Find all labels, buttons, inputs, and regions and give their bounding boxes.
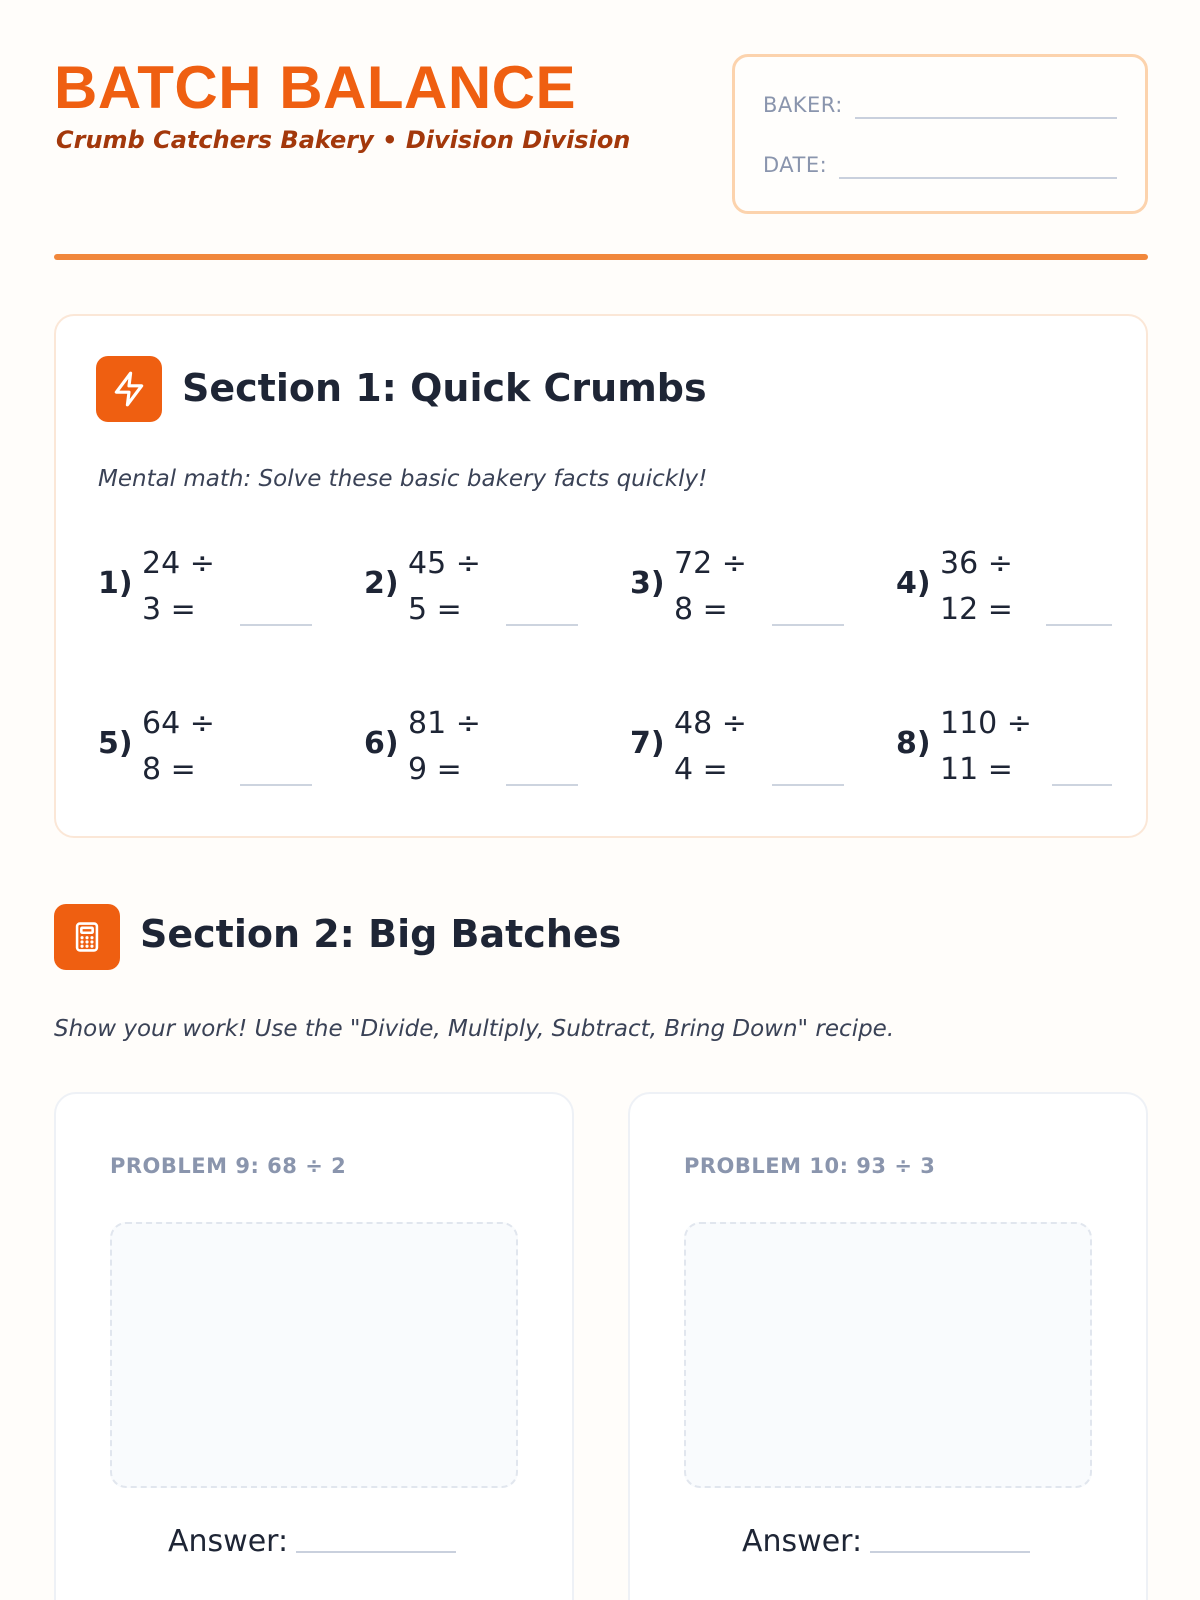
quick-problem-8 [896,706,1120,806]
answer-blank[interactable] [772,784,844,786]
worksheet-header [54,50,1148,220]
section1-title: Section 1: Quick Crumbs [182,366,707,410]
problem-divisor: 12 = [940,592,1013,627]
problem-divisor: 4 = [674,752,728,787]
problem-dividend: 48 ÷ [674,706,747,741]
section2-description: Show your work! Use the "Divide, Multiply, Subtract, Bring Down" recipe. [54,1016,895,1042]
problem-number: 8) [896,726,931,761]
problem-number: 5) [98,726,133,761]
problem-dividend: 81 ÷ [408,706,481,741]
header-divider [54,254,1148,260]
baker-info-box [732,54,1148,214]
section2-title: Section 2: Big Batches [140,912,622,956]
problem-dividend: 110 ÷ [940,706,1032,741]
section-quick-crumbs [54,314,1148,838]
long-division-card-9 [54,1092,574,1600]
answer-label: Answer: [168,1524,289,1559]
problem-number: 2) [364,566,399,601]
problem-dividend: 64 ÷ [142,706,215,741]
baker-row [763,87,1117,117]
problem-divisor: 8 = [674,592,728,627]
date-label: DATE: [763,153,828,177]
problem-divisor: 9 = [408,752,462,787]
problem-number: 4) [896,566,931,601]
answer-blank[interactable] [506,784,578,786]
quick-problem-5 [98,706,322,806]
problem-divisor: 5 = [408,592,462,627]
quick-problem-4 [896,546,1120,646]
baker-field[interactable] [855,115,1117,119]
answer-blank[interactable] [240,624,312,626]
section2-badge [54,904,120,970]
answer-blank[interactable] [1046,624,1112,626]
work-area[interactable] [684,1222,1092,1488]
worksheet-subtitle: Crumb Catchers Bakery • Division Division [56,126,631,154]
quick-problem-1 [98,546,322,646]
answer-field[interactable] [870,1551,1030,1553]
answer-blank[interactable] [1052,784,1112,786]
date-field[interactable] [839,175,1117,179]
baker-label: BAKER: [763,93,843,117]
quick-problem-7 [630,706,854,806]
answer-blank[interactable] [240,784,312,786]
quick-problem-6 [364,706,588,806]
problem-number: 6) [364,726,399,761]
problem-dividend: 72 ÷ [674,546,747,581]
quick-problem-2 [364,546,588,646]
answer-blank[interactable] [772,624,844,626]
date-row [763,147,1117,177]
problem-divisor: 8 = [142,752,196,787]
quick-problem-3 [630,546,854,646]
problem-label: PROBLEM 9: 68 ÷ 2 [110,1154,347,1178]
problem-label: PROBLEM 10: 93 ÷ 3 [684,1154,936,1178]
problem-number: 7) [630,726,665,761]
problem-number: 1) [98,566,133,601]
answer-row [168,1524,456,1559]
long-division-card-10 [628,1092,1148,1600]
problem-dividend: 45 ÷ [408,546,481,581]
problem-dividend: 36 ÷ [940,546,1013,581]
answer-blank[interactable] [506,624,578,626]
problem-divisor: 3 = [142,592,196,627]
section1-description: Mental math: Solve these basic bakery facts quickly! [98,466,708,492]
section1-badge [96,356,162,422]
problem-divisor: 11 = [940,752,1013,787]
worksheet-title: BATCH BALANCE [54,54,577,121]
answer-field[interactable] [296,1551,456,1553]
problem-number: 3) [630,566,665,601]
answer-row [742,1524,1030,1559]
problem-dividend: 24 ÷ [142,546,215,581]
calculator-icon [70,920,104,954]
lightning-bolt-icon [110,370,148,408]
work-area[interactable] [110,1222,518,1488]
answer-label: Answer: [742,1524,863,1559]
